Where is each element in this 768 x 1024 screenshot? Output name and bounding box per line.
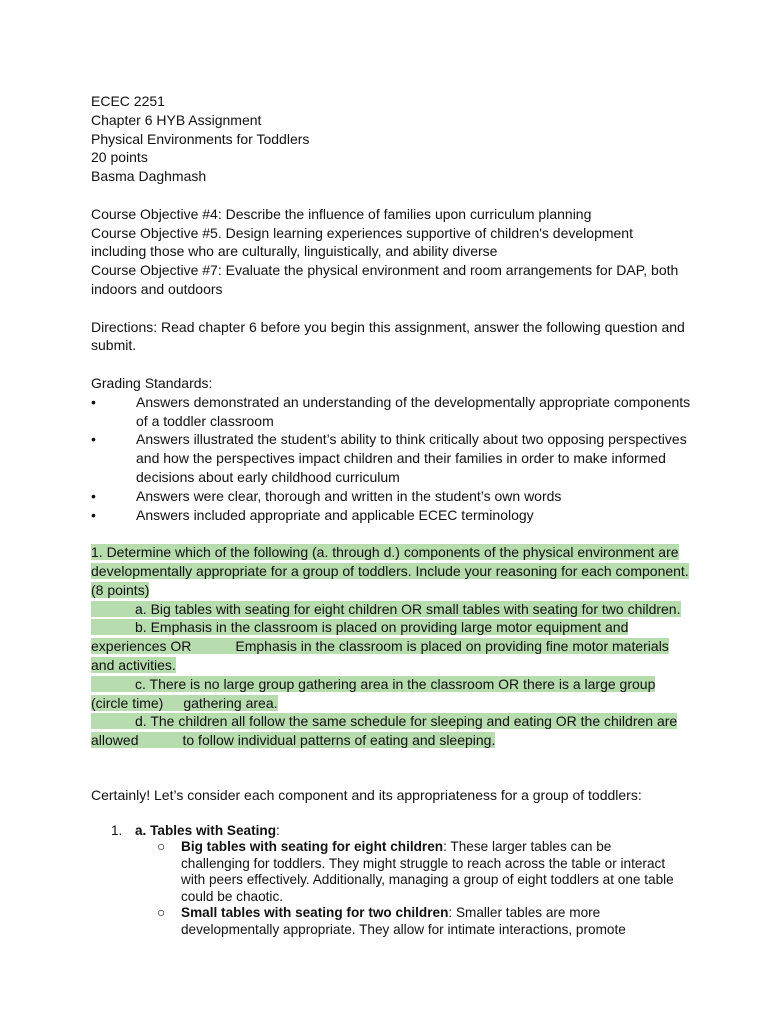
student-name: Basma Daghmash <box>91 168 207 185</box>
question-option-c-cont: (circle time) <box>91 694 164 711</box>
grading-item-text: Answers demonstrated an understanding of the developmentally appropriate components of a toddler classroom <box>136 393 691 429</box>
assignment-title: Chapter 6 HYB Assignment <box>91 111 262 128</box>
question-option-b-end: and activities. <box>91 656 176 673</box>
grading-item-text: Answers were clear, thorough and written in the student’s own words <box>136 487 562 504</box>
question-option-c: c. There is no large group gathering area in the classroom OR there is a large group <box>135 675 656 692</box>
bullet: • <box>91 393 96 410</box>
directions: Directions: Read chapter 6 before you begin this assignment, answer the following question and submit. <box>91 318 685 354</box>
answer-intro: Certainly! Let’s consider each component and its appropriateness for a group of toddlers: <box>91 786 642 803</box>
sub-list-item <box>157 839 691 905</box>
question-option-b-cont2: Emphasis in the classroom is placed on providing fine motor materials <box>235 638 669 655</box>
circle-bullet-icon: ○ <box>157 905 166 921</box>
question-option-a: a. Big tables with seating for eight children OR small tables with seating for two children. <box>135 600 681 617</box>
grading-item-text: Answers included appropriate and applicable ECEC terminology <box>136 506 534 523</box>
sub-item-title: Big tables with seating for eight children <box>181 839 444 855</box>
list-number: 1. <box>111 822 123 838</box>
grading-item <box>91 430 691 486</box>
question-intro: 1. Determine which of the following (a. through d.) components of the physical environment are developmentally appropriate for a group of toddlers. Include your reasoning for each component. (8 points) <box>91 544 689 598</box>
circle-bullet-icon: ○ <box>157 839 166 855</box>
grading-item <box>91 393 691 431</box>
list-item-colon: : <box>276 822 280 838</box>
document-content <box>91 92 691 938</box>
objective-7: Course Objective #7: Evaluate the physical environment and room arrangements for DAP, both indoors and outdoors <box>91 262 679 297</box>
question-option-c-end: gathering area. <box>183 694 278 711</box>
list-item <box>91 823 691 840</box>
question-option-b: b. Emphasis in the classroom is placed on providing large motor equipment and <box>135 619 629 636</box>
grading-title: Grading Standards: <box>91 374 213 391</box>
assignment-topic: Physical Environments for Toddlers <box>91 130 310 147</box>
list-item-title: a. Tables with Seating <box>135 822 277 838</box>
sub-list-item <box>157 905 691 938</box>
bullet: • <box>91 487 96 504</box>
bullet: • <box>91 431 96 448</box>
question-option-d: d. The children all follow the same schedule for sleeping and eating OR the children are <box>135 713 678 730</box>
grading-item <box>91 487 691 506</box>
objective-5: Course Objective #5. Design learning experiences supportive of children's development including those who are culturally, linguistically, and ability diverse <box>91 224 633 260</box>
course-code: ECEC 2251 <box>91 93 165 109</box>
grading-item-text: Answers illustrated the student’s ability to think critically about two opposing perspectives and how the perspectives impact children and their families in order to make informed decisions about early childhood curriculum <box>136 431 687 485</box>
grading-item <box>91 506 691 525</box>
objective-4: Course Objective #4: Describe the influence of families upon curriculum planning <box>91 205 592 222</box>
question-option-d-end: to follow individual patterns of eating and sleeping. <box>182 732 496 749</box>
sub-item-title: Small tables with seating for two children <box>181 905 449 921</box>
question-option-d-cont: allowed <box>91 732 139 749</box>
question-block <box>91 543 691 750</box>
bullet: • <box>91 506 96 523</box>
sub-item-text: : Smaller tables are more developmentally appropriate. They allow for intimate interactions, promote <box>181 905 626 937</box>
question-option-b-cont: experiences OR <box>91 638 192 655</box>
sub-item-text: : These larger tables can be challenging for toddlers. They might struggle to reach across the table or interact with peers effectively. Additionally, managing a group of eight toddlers at one table could be chaotic. <box>181 839 674 904</box>
answer-list <box>91 823 691 939</box>
assignment-points: 20 points <box>91 149 148 166</box>
